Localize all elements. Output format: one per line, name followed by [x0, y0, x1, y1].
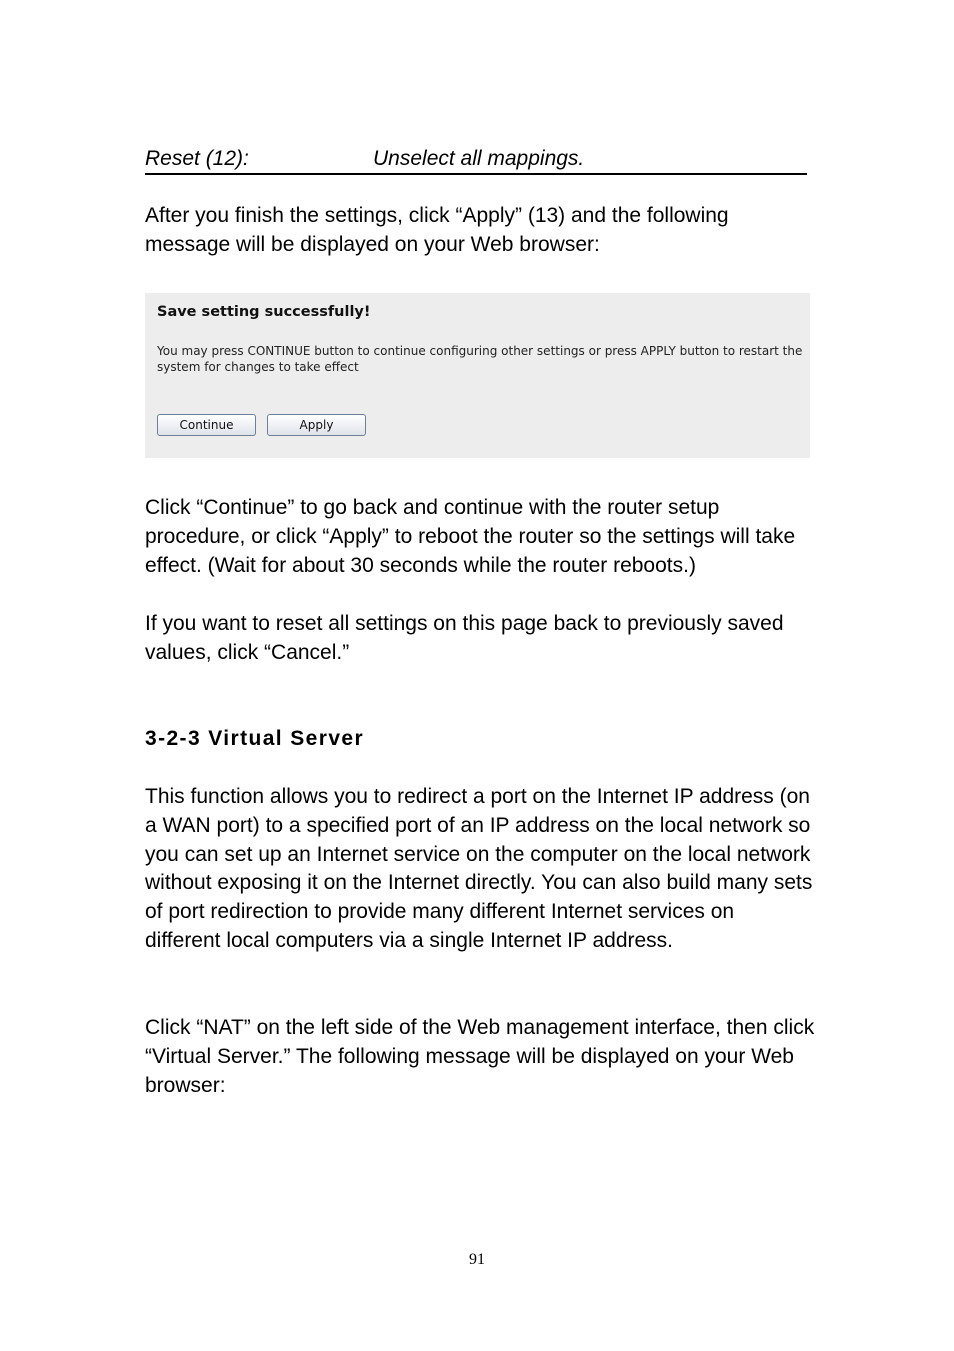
click-continue-paragraph: Click “Continue” to go back and continue with the router setup procedure, or click “Apply” to reboot the router so the settings will take effect. (Wait for about 30 seconds while the router reboots.) — [145, 496, 796, 577]
virtual-server-intro-paragraph: This function allows you to redirect a port on the Internet IP address (on a WAN port) to a specified port of an IP address on the local network so you can set up an Internet service on the computer on the local network without exposing it on the Internet directly. You can also build many sets of port redirection to provide many different Internet services on different local computers via a single Internet IP address. — [145, 785, 813, 952]
save-success-title: Save setting successfully! — [157, 304, 371, 320]
continue-button[interactable]: Continue — [157, 414, 256, 436]
apply-button[interactable]: Apply — [267, 414, 366, 436]
reset-definition-row — [145, 146, 807, 175]
save-success-panel — [145, 293, 810, 458]
after-finish-paragraph: After you finish the settings, click “Apply” (13) and the following message will be displayed on your Web browser: — [145, 204, 729, 256]
reset-settings-paragraph: If you want to reset all settings on this page back to previously saved values, click “Cancel.” — [145, 612, 784, 664]
save-success-message: You may press CONTINUE button to continue configuring other settings or press APPLY button to restart the system for changes to take effect — [157, 344, 803, 374]
page-number: 91 — [469, 1251, 485, 1268]
reset-term: Reset (12): — [145, 147, 249, 170]
click-nat-paragraph: Click “NAT” on the left side of the Web management interface, then click “Virtual Server.” The following message will be displayed on your Web browser: — [145, 1016, 815, 1097]
reset-description: Unselect all mappings. — [373, 147, 585, 170]
section-heading: 3-2-3 Virtual Server — [145, 727, 365, 750]
